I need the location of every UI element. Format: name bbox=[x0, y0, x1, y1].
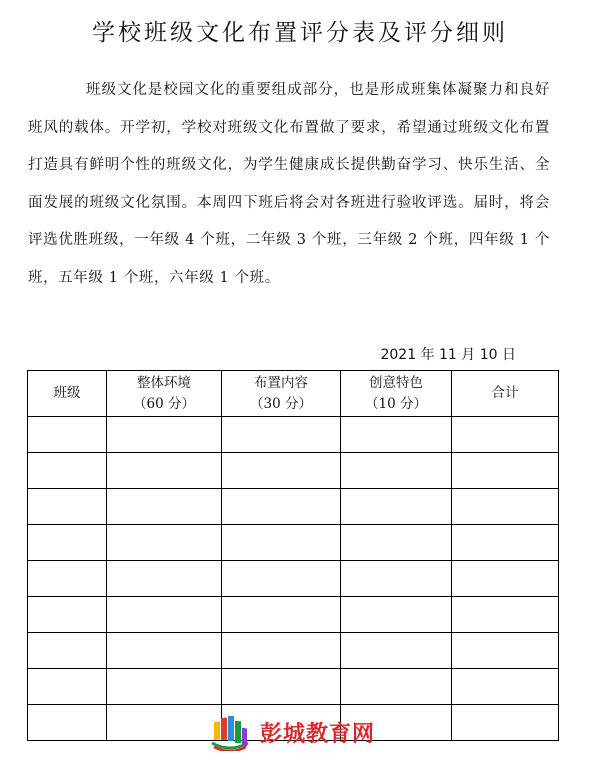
table-cell bbox=[107, 417, 222, 453]
table-cell bbox=[28, 669, 107, 705]
table-cell bbox=[107, 669, 222, 705]
table-body bbox=[28, 417, 559, 741]
table-cell bbox=[107, 561, 222, 597]
table-cell bbox=[341, 633, 452, 669]
table-cell bbox=[452, 597, 559, 633]
table-cell bbox=[222, 669, 341, 705]
scoring-table bbox=[27, 370, 559, 741]
table-header-row bbox=[28, 371, 559, 417]
table-cell bbox=[28, 453, 107, 489]
table-cell bbox=[341, 453, 452, 489]
table-row bbox=[28, 417, 559, 453]
table-cell bbox=[452, 525, 559, 561]
table-row bbox=[28, 489, 559, 525]
table-cell bbox=[107, 633, 222, 669]
header-creative-feature: 创意特色 （10 分） bbox=[341, 371, 452, 417]
table-cell bbox=[452, 453, 559, 489]
table-cell bbox=[452, 417, 559, 453]
table-cell bbox=[28, 525, 107, 561]
table-row bbox=[28, 597, 559, 633]
table-cell bbox=[222, 417, 341, 453]
table-cell bbox=[222, 525, 341, 561]
table-cell bbox=[28, 633, 107, 669]
table-cell bbox=[107, 489, 222, 525]
table-cell bbox=[28, 561, 107, 597]
document-title: 学校班级文化布置评分表及评分细则 bbox=[92, 20, 508, 46]
table-cell bbox=[341, 417, 452, 453]
table-cell bbox=[28, 705, 107, 741]
table-cell bbox=[452, 489, 559, 525]
table-cell bbox=[341, 561, 452, 597]
table-row bbox=[28, 561, 559, 597]
table-cell bbox=[341, 525, 452, 561]
table-cell bbox=[452, 705, 559, 741]
table-cell bbox=[222, 561, 341, 597]
table-cell bbox=[28, 597, 107, 633]
table-cell bbox=[452, 633, 559, 669]
table-cell bbox=[107, 705, 222, 741]
table-cell bbox=[341, 669, 452, 705]
header-overall-environment: 整体环境 （60 分） bbox=[107, 371, 222, 417]
table-cell bbox=[107, 525, 222, 561]
watermark-logo bbox=[208, 712, 398, 752]
header-class: 班级 bbox=[28, 371, 107, 417]
document-date: 2021 年 11 月 10 日 bbox=[380, 347, 516, 363]
table-cell bbox=[222, 633, 341, 669]
header-layout-content: 布置内容 （30 分） bbox=[222, 371, 341, 417]
table-cell bbox=[107, 453, 222, 489]
table-cell bbox=[107, 597, 222, 633]
table-cell bbox=[341, 489, 452, 525]
table-row bbox=[28, 453, 559, 489]
table-cell bbox=[222, 453, 341, 489]
table-cell bbox=[222, 489, 341, 525]
table-cell bbox=[28, 489, 107, 525]
intro-paragraph: 班级文化是校园文化的重要组成部分，也是形成班集体凝聚力和良好班风的载体。开学初，学校对班级文化布置做了要求，希望通过班级文化布置打造具有鲜明个性的班级文化，为学生健康成长提供勤奋学习、快乐生活、全面发展的班级文化氛围。本周四下班后将会对各班进行验收评选。届时，将会评选优胜班级，一年级 4 个班，二年级 3 个班，三年级 2 个班，四年级 1 个班，五年级 1 个班，六年级 1 个班。 bbox=[28, 82, 550, 286]
header-total: 合计 bbox=[452, 371, 559, 417]
table-row bbox=[28, 633, 559, 669]
table-cell bbox=[452, 561, 559, 597]
table-cell bbox=[222, 597, 341, 633]
table-row bbox=[28, 525, 559, 561]
table-cell bbox=[452, 669, 559, 705]
watermark-text: 彭城教育网 bbox=[260, 721, 376, 747]
book-logo-icon bbox=[208, 713, 252, 751]
table-row bbox=[28, 669, 559, 705]
table-cell bbox=[341, 597, 452, 633]
table-cell bbox=[28, 417, 107, 453]
